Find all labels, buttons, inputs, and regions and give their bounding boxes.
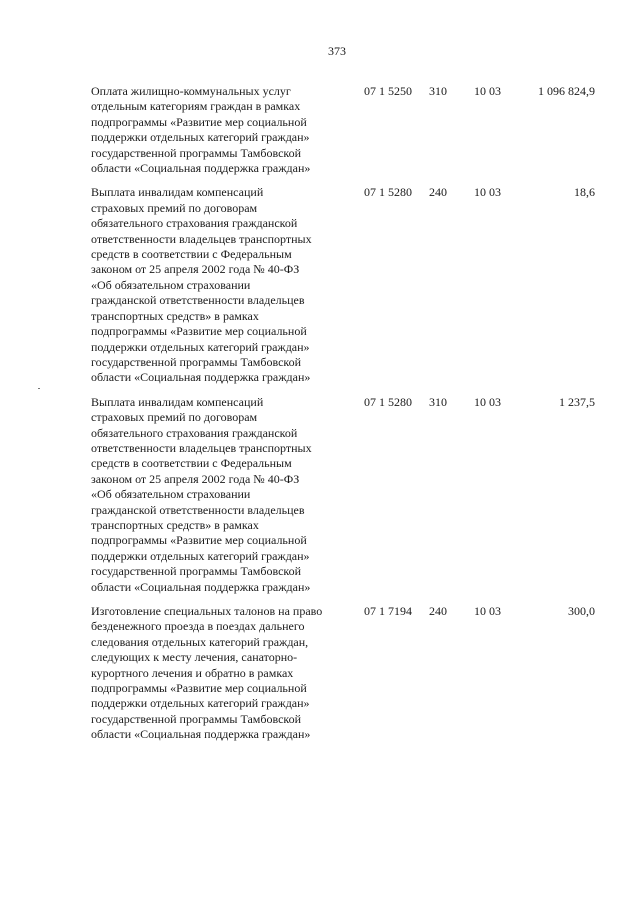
row-amount: 1 096 824,9 [538,84,595,98]
row-description: Выплата инвалидам компенсаций страховых премий по договорам обязательного страхования гражданской ответственности владельцев транспортных средств в соответствии с Федеральным законом от 25 апреля 2002 года № 40-ФЗ «Об обязательном страховании гражданской ответственности владельцев транспортных средств» в рамках подпрограммы «Развитие мер социальной поддержки отдельных категорий граждан» государственной программы Тамбовской области «Социальная поддержка граждан» [91,185,312,385]
table-row [91,84,603,176]
row-description: Оплата жилищно-коммунальных услуг отдельным категориям граждан в рамках подпрограммы «Развитие мер социальной поддержки отдельных категорий граждан» государственной программы Тамбовской области «Социальная поддержка граждан» [91,84,311,176]
row-expense-type: 240 [429,604,447,618]
row-target-code: 07 1 7194 [364,604,412,618]
margin-mark [38,388,40,389]
row-section: 10 03 [474,84,501,98]
table-row [91,395,603,595]
row-description: Изготовление специальных талонов на право безденежного проезда в поездах дальнего следования отдельных категорий граждан, следующих к месту лечения, санаторно- курортного лечения и обратно в рамках подпрограммы «Развитие мер социальной поддержки отдельных категорий граждан» государственной программы Тамбовской области «Социальная поддержка граждан» [91,604,323,742]
row-description: Выплата инвалидам компенсаций страховых премий по договорам обязательного страхования гражданской ответственности владельцев транспортных средств в соответствии с Федеральным законом от 25 апреля 2002 года № 40-ФЗ «Об обязательном страховании гражданской ответственности владельцев транспортных средств» в рамках подпрограммы «Развитие мер социальной поддержки отдельных категорий граждан» государственной программы Тамбовской области «Социальная поддержка граждан» [91,394,312,594]
row-target-code: 07 1 5250 [364,84,412,98]
row-amount: 18,6 [574,185,595,200]
row-section: 10 03 [474,604,501,618]
table-row [91,604,603,743]
row-amount: 1 237,5 [559,394,595,409]
row-expense-type: 310 [429,394,447,409]
budget-table [91,84,603,743]
row-section: 10 03 [474,394,501,409]
table-row [91,185,603,385]
row-expense-type: 310 [429,84,447,98]
row-target-code: 07 1 5280 [364,185,412,200]
page-number: 373 [328,44,346,58]
row-section: 10 03 [474,185,501,200]
row-expense-type: 240 [429,185,447,200]
row-target-code: 07 1 5280 [364,394,412,409]
row-amount: 300,0 [568,604,595,618]
